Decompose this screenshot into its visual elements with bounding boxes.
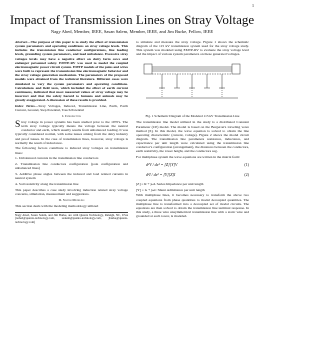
abstract-label: Abstract— — [15, 40, 31, 44]
intro-paragraph-1 — [15, 120, 128, 145]
index-terms-text: Stray Voltages, Induced, Transmission Line, Earth, Earth Current, Ground, Step Potential, Touch Potential — [15, 103, 128, 113]
right-paragraph-6: With multiphase lines, it becomes necessary to transform the above two coupled equations from phase quantities to modal decoupled quantities. The multiphase line is transformed into a decoupled set of modal circuits. The equations are then solved to obtain the transmission line terminal response. In this study, a three wire unsymmetrical transmission line with a static wire and grounded at each tower, is modeled. — [136, 193, 249, 219]
abstract-text: The purpose of this paper is to study the effect of transmission system parameters and operating conditions on stray voltage levels. This includes the transmission line conductor configurations, line loading levels, grounding system parameters, and load unbalance. Excessive stray voltages levels may have a negative effect on dairy farm cows and endanger personnel safety. EMTP-RV was used to model the coupled electromagnetic power circuit system. EMTP models of the poles and wires were built to represent the transmission line electromagnetic behavior and the stray voltage generation mechanism. The parameters of the proposed models were obtained from the technical literature. Different cases were simulated to vary the system parameters and operating conditions. Calculations and field tests, which included the effect of earth current continuous, indicated that most measured values of stray voltage may be incorrect and that the safety hazard to humans and animals may be greatly exaggerated. A discussion of these results is provided. — [15, 40, 128, 103]
right-paragraph-3: For multiphase system the wave equations are written in the matrix form: — [136, 155, 241, 160]
equation-2-body: d²I / dx² = [Y][Z]I — [146, 172, 176, 178]
load-box — [232, 64, 240, 74]
equation-2-number: (2) — [244, 172, 249, 178]
equation-2 — [136, 171, 249, 181]
factor-list-item: 3- Additive phase angles between the induced and load related currents in neutral system — [15, 172, 128, 181]
intro-paragraph-3: This paper describes a case study involving induction related stray voltage concerns, simulation, measurement and suggestions. — [15, 187, 128, 196]
equation-1 — [136, 161, 249, 171]
impedance-definition: [Z] = R + jωL Series Impedance per unit length — [136, 181, 204, 186]
section-heading-introduction: I. Introduction — [62, 114, 81, 119]
left-column — [15, 40, 128, 224]
abstract — [15, 40, 128, 102]
source-box — [144, 64, 152, 74]
index-terms-label: Index Terms— — [15, 103, 39, 108]
right-paragraph-1: to simulate and measure the stray voltage. Figure 1 shows the schematic diagram of the 115 kV transmission system used for the stray voltage study. This system was modeled using EMTP-RV to evaluate the stray voltage level and the impact of various system parameters on these generated voltages. — [136, 40, 249, 57]
transmission-line-schematic — [142, 58, 242, 113]
factor-list-item: 4- Soil resistivity along the transmission line — [15, 181, 79, 186]
equation-1-number: (1) — [244, 161, 249, 167]
factor-list-item: 1- Unbalanced currents in the transmission line conductors — [15, 156, 99, 161]
figure-1 — [136, 58, 249, 113]
admittance-definition: [Y] = G + jωC Shunt Admittance per unit length — [136, 187, 205, 192]
figure-caption: Fig. 1 Schematic Diagram of the Modeled 115 kV Transmission Line — [145, 114, 240, 119]
section-heading-system-modeling: II. System Modeling — [58, 197, 85, 202]
paper-title: Impact of Transmission Lines on Stray Voltage — [9, 12, 255, 27]
drop-cap: S — [15, 119, 21, 130]
right-column — [136, 40, 249, 220]
system-paragraph-1: This section deals with the modeling methodology utilized — [15, 203, 99, 208]
index-terms — [15, 104, 128, 112]
author-line: Nagy Abed, Member, IEEE, Sasan Salem, Member, IEEE, and Jim Burke, Fellow, IEEE — [50, 29, 214, 34]
intro-paragraph-2: The following factors contribute to induced stray voltages on transmission lines: — [15, 146, 128, 155]
right-paragraph-2: The transmission line model utilized in the study is a distributed Constant Parameter (CP) model. The model is based on the Bergeron's traveling wave method [6]. In this model, the wave equation is solved to obtain the line operating characteristic (current, voltage). Figure 2 shows the model circuit diagram. The transmission line parameters resistance, inductance, and capacitance per unit length were calculated using the transmission line conductor's configuration (arrangement), the distances between the conductors, earth resistivity, the tower height, and the conductors sag. — [136, 120, 249, 154]
intro-paragraph-1-text: tray voltage in power systems has been studied prior to the 1970's. The term stray voltage typically means the voltage between the neutral conductor and earth, which usually results from unbalanced loading. It was typically considered normal, with some issues arising from the dairy industry and proof issues. In the case of transmission lines, however, stray voltage is normally the result of inductance. — [15, 119, 128, 145]
footnote: Nagy Abed, Sasan Salem, and Jim Burke, are with Quanta Technology, Raleigh, NC, USA (nabed@quanta-technology.com, ssalem@quanta-technology.com, jburke@quanta-technology.com) — [15, 212, 128, 224]
page-number: 1 — [252, 3, 254, 8]
factor-list-item: 2- Transmission line conductors configuration (pole configuration and unbalanced lines) — [15, 162, 128, 171]
equation-1-body: d²V / dx² = [Z][Y]V — [146, 161, 178, 167]
